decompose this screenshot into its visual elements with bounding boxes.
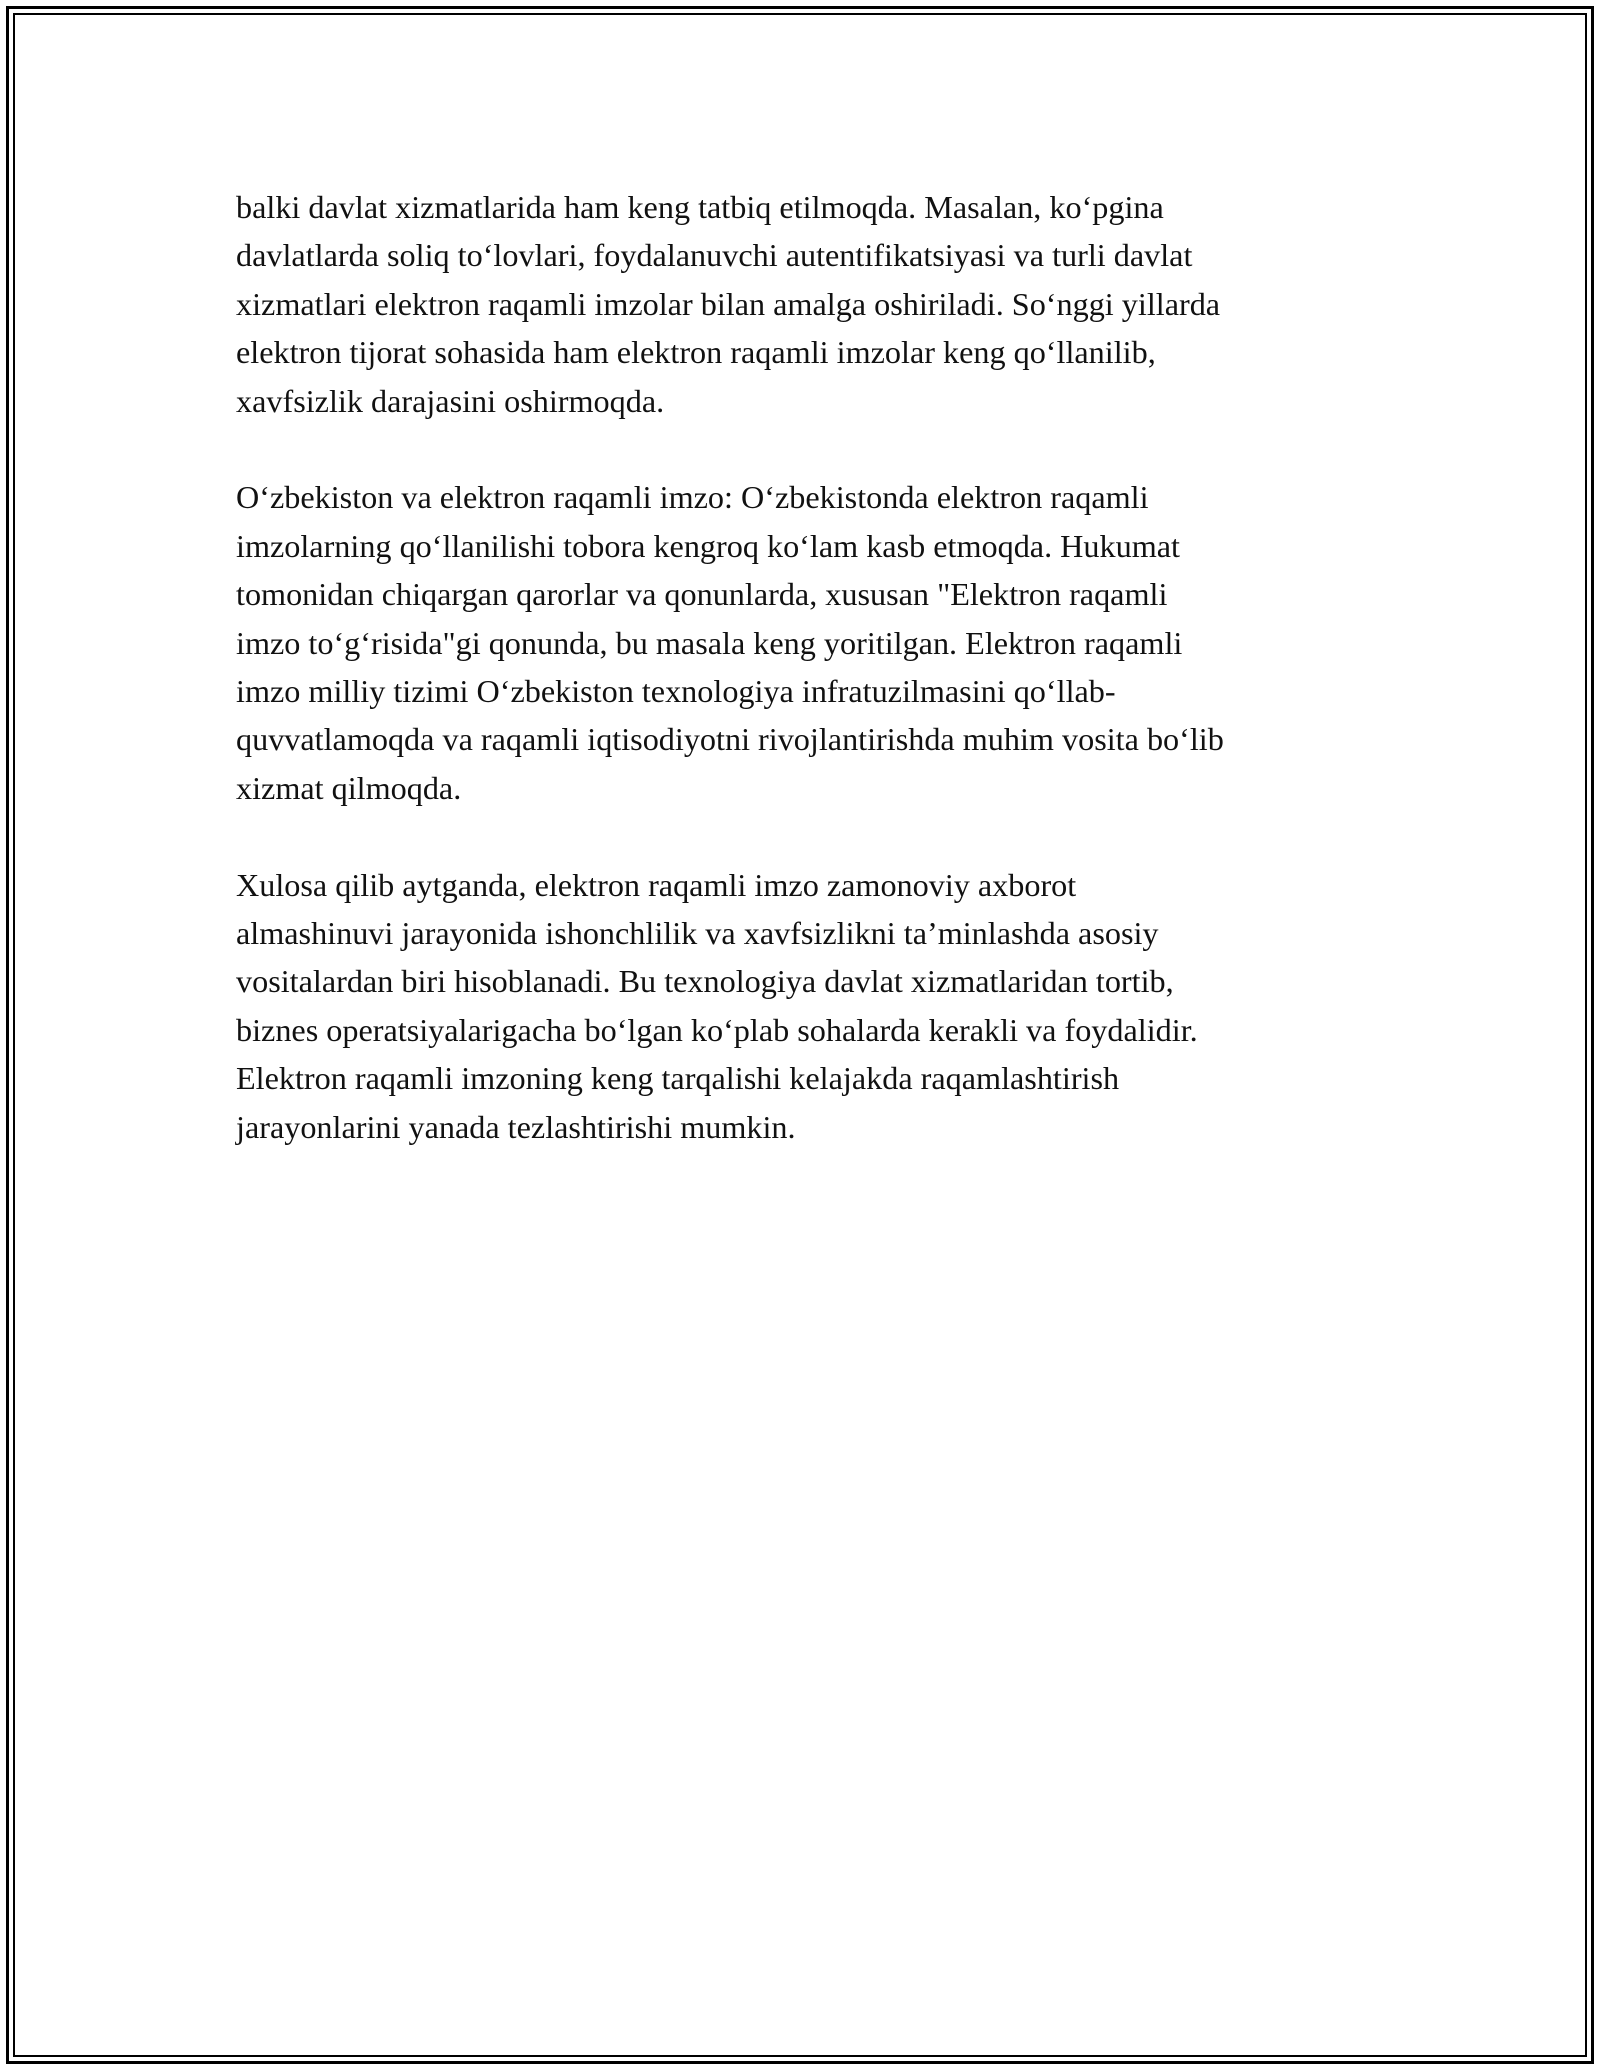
text-line: davlatlarda soliq toʻlovlari, foydalanuvchi autentifikatsiyasi va turli davlat [236, 237, 1193, 274]
text-line: imzolarning qoʻllanilishi tobora kengroq koʻlam kasb etmoqda. Hukumat [236, 527, 1180, 564]
text-line: xizmat qilmoqda. [236, 769, 462, 806]
text-line: Xulosa qilib aytganda, elektron raqamli imzo zamonoviy axborot [236, 866, 1077, 903]
text-line: Elektron raqamli imzoning keng tarqalishi kelajakda raqamlashtirish [236, 1060, 1120, 1097]
text-line: vositalardan biri hisoblanadi. Bu texnologiya davlat xizmatlaridan tortib, [236, 963, 1174, 1000]
text-line: elektron tijorat sohasida ham elektron raqamli imzolar keng qoʻllanilib, [236, 334, 1156, 371]
text-line: imzo milliy tizimi Oʻzbekiston texnologiya infratuzilmasini qoʻllab- [236, 673, 1116, 710]
text-line: jarayonlarini yanada tezlashtirishi mumkin. [236, 1108, 796, 1145]
text-line: tomonidan chiqargan qarorlar va qonunlarda, xususan "Elektron raqamli [236, 576, 1168, 613]
text-line: xizmatlari elektron raqamli imzolar bilan amalga oshiriladi. Soʻnggi yillarda [236, 285, 1221, 322]
text-line: almashinuvi jarayonida ishonchlilik va xavfsizlikni ta’minlashda asosiy [236, 915, 1159, 952]
text-line: Oʻzbekiston va elektron raqamli imzo: Oʻzbekistonda elektron raqamli [236, 479, 1149, 516]
text-line: quvvatlamoqda va raqamli iqtisodiyotni rivojlantirishda muhim vosita boʻlib [236, 721, 1224, 758]
paragraph-digital-signature-usage [236, 183, 1376, 425]
paragraph-uzbekistan-signature [236, 473, 1376, 812]
text-line: imzo toʻgʻrisida"gi qonunda, bu masala keng yoritilgan. Elektron raqamli [236, 624, 1183, 661]
paragraph-conclusion [236, 861, 1376, 1151]
text-line: balki davlat xizmatlarida ham keng tatbiq etilmoqda. Masalan, koʻpgina [236, 189, 1164, 225]
text-line: xavfsizlik darajasini oshirmoqda. [236, 382, 665, 419]
text-line: biznes operatsiyalarigacha boʻlgan koʻplab sohalarda kerakli va foydalidir. [236, 1011, 1198, 1048]
document-body [236, 183, 1376, 1199]
